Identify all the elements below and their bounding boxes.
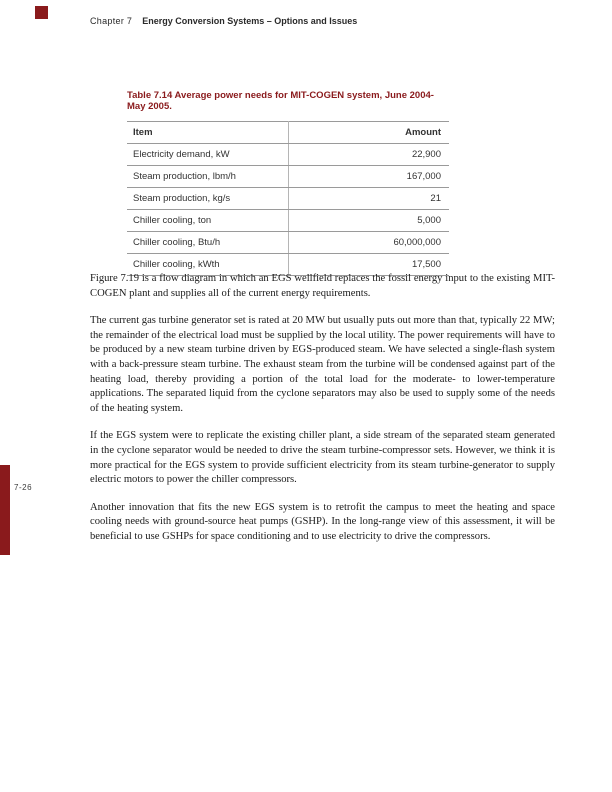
- table-row: [127, 144, 449, 166]
- chapter-marker-square: [35, 6, 48, 19]
- item-cell: Chiller cooling, ton: [127, 210, 288, 232]
- item-cell: Chiller cooling, kWth: [127, 254, 288, 276]
- paragraph: The current gas turbine generator set is rated at 20 MW but usually puts out more than that, typically 22 MW; the remainder of the electrical load must be supplied by the local utility. The power requirements will have to be produced by a new steam turbine driven by EGS-produced steam. We have selected a single-flash system with a back-pressure steam turbine. The exhaust steam from the turbine will be condensed against part of the heating load, thereby providing a portion of the total load for the moderate- to lower-temperature applications. The separated liquid from the cyclone separators may also be used to supply some of the needs of the heating system.: [90, 315, 555, 414]
- table-row: [127, 166, 449, 188]
- power-needs-table: [127, 121, 449, 276]
- item-cell: Electricity demand, kW: [127, 144, 288, 166]
- page-number: 7-26: [14, 483, 33, 492]
- amount-cell: 60,000,000: [288, 232, 449, 254]
- paragraph: Figure 7.19 is a flow diagram in which an EGS wellfield replaces the fossil energy input to the existing MIT-COGEN plant and supplies all of the current energy requirements.: [90, 273, 555, 299]
- amount-cell: 167,000: [288, 166, 449, 188]
- column-header-amount: Amount: [288, 122, 449, 144]
- table-row: [127, 210, 449, 232]
- item-cell: Steam production, lbm/h: [127, 166, 288, 188]
- table-header: [127, 122, 449, 144]
- power-needs-table-block: [127, 90, 449, 276]
- table-header-row: [127, 122, 449, 144]
- paragraph: If the EGS system were to replicate the existing chiller plant, a side stream of the separated steam generated in the cyclone separator would be needed to drive the steam turbine-compressor sets. However, we think it is more practical for the EGS system to provide sufficient electricity from its steam turbine-generator to supply electric motors to power the chiller compressors.: [90, 430, 555, 486]
- table-caption: Table 7.14 Average power needs for MIT-COGEN system, June 2004-May 2005.: [127, 90, 434, 112]
- table-row: [127, 188, 449, 210]
- amount-cell: 22,900: [288, 144, 449, 166]
- item-cell: Chiller cooling, Btu/h: [127, 232, 288, 254]
- chapter-label: Chapter 7: [90, 16, 133, 26]
- chapter-title: Energy Conversion Systems – Options and Issues: [142, 16, 358, 26]
- table-row: [127, 232, 449, 254]
- amount-cell: 17,500: [288, 254, 449, 276]
- paragraph: Another innovation that fits the new EGS system is to retrofit the campus to meet the heating and space cooling needs with ground-source heat pumps (GSHP). In the long-range view of this assessment, it will be beneficial to use GSHPs for space conditioning and to use electricity to drive the compressors.: [90, 501, 555, 542]
- item-cell: Steam production, kg/s: [127, 188, 288, 210]
- body-text: [90, 272, 555, 558]
- running-header: [90, 16, 357, 26]
- amount-cell: 5,000: [288, 210, 449, 232]
- table-body: [127, 144, 449, 276]
- amount-cell: 21: [288, 188, 449, 210]
- column-header-item: Item: [127, 122, 288, 144]
- page-margin-bar: [0, 465, 10, 555]
